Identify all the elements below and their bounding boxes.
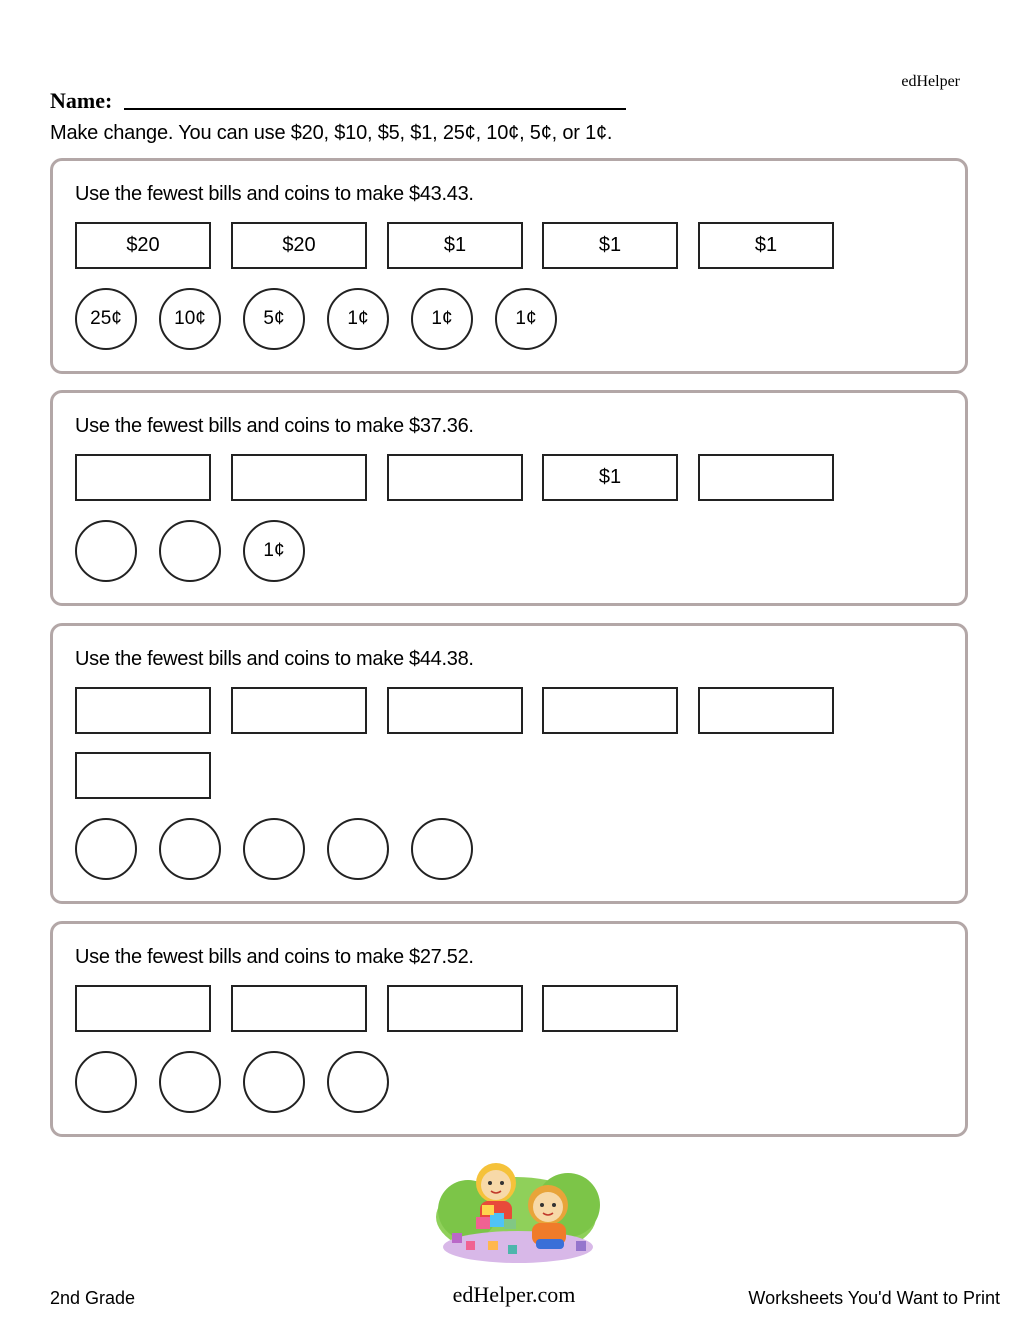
problem-3 xyxy=(50,623,968,904)
coin-circle[interactable] xyxy=(159,520,221,582)
problem-4 xyxy=(50,921,968,1137)
bill-box[interactable]: $1 xyxy=(542,222,678,269)
bill-box[interactable] xyxy=(231,687,367,734)
bill-box[interactable] xyxy=(387,687,523,734)
footer-grade: 2nd Grade xyxy=(50,1288,136,1308)
bill-box[interactable] xyxy=(231,454,367,501)
coin-circle[interactable] xyxy=(159,1051,221,1113)
bill-box[interactable] xyxy=(231,985,367,1032)
brand-label: edHelper xyxy=(901,73,960,90)
bill-box[interactable] xyxy=(75,687,211,734)
bill-box[interactable] xyxy=(75,985,211,1032)
bill-box[interactable] xyxy=(698,687,834,734)
bill-box[interactable]: $20 xyxy=(231,222,367,269)
bill-box[interactable]: $20 xyxy=(75,222,211,269)
bill-box[interactable]: $1 xyxy=(387,222,523,269)
problem-1 xyxy=(50,158,968,374)
coin-circle[interactable] xyxy=(75,520,137,582)
footer-tagline: Worksheets You'd Want to Print xyxy=(748,1288,1000,1308)
coin-circle[interactable]: 1¢ xyxy=(243,520,305,582)
coin-circle[interactable] xyxy=(243,1051,305,1113)
problem-prompt: Use the fewest bills and coins to make $43.43. xyxy=(75,183,474,205)
problem-prompt: Use the fewest bills and coins to make $37.36. xyxy=(75,415,474,437)
bill-box[interactable]: $1 xyxy=(698,222,834,269)
name-label: Name: xyxy=(50,88,113,113)
coin-circle[interactable] xyxy=(411,818,473,880)
coin-circle[interactable]: 5¢ xyxy=(243,288,305,350)
coin-circle[interactable]: 1¢ xyxy=(327,288,389,350)
bill-box[interactable] xyxy=(698,454,834,501)
coin-circle[interactable] xyxy=(159,818,221,880)
bill-box[interactable] xyxy=(387,985,523,1032)
name-line[interactable] xyxy=(124,108,626,110)
coin-circle[interactable] xyxy=(327,1051,389,1113)
name-row xyxy=(50,88,626,114)
instructions: Make change. You can use $20, $10, $5, $1, 25¢, 10¢, 5¢, or 1¢. xyxy=(50,122,613,144)
bill-box[interactable] xyxy=(387,454,523,501)
bill-box[interactable] xyxy=(75,454,211,501)
bill-box[interactable] xyxy=(542,687,678,734)
coin-circle[interactable]: 25¢ xyxy=(75,288,137,350)
bill-box[interactable] xyxy=(75,752,211,799)
problem-2 xyxy=(50,390,968,606)
bill-box[interactable] xyxy=(542,985,678,1032)
coin-circle[interactable]: 1¢ xyxy=(495,288,557,350)
coin-circle[interactable] xyxy=(243,818,305,880)
coin-circle[interactable] xyxy=(327,818,389,880)
coin-circle[interactable] xyxy=(75,818,137,880)
problem-prompt: Use the fewest bills and coins to make $27.52. xyxy=(75,946,474,968)
coin-circle[interactable]: 10¢ xyxy=(159,288,221,350)
problem-prompt: Use the fewest bills and coins to make $44.38. xyxy=(75,648,474,670)
bill-box[interactable]: $1 xyxy=(542,454,678,501)
children-playing-with-blocks-icon xyxy=(428,1155,604,1265)
footer-site: edHelper.com xyxy=(452,1282,576,1307)
coin-circle[interactable]: 1¢ xyxy=(411,288,473,350)
coin-circle[interactable] xyxy=(75,1051,137,1113)
